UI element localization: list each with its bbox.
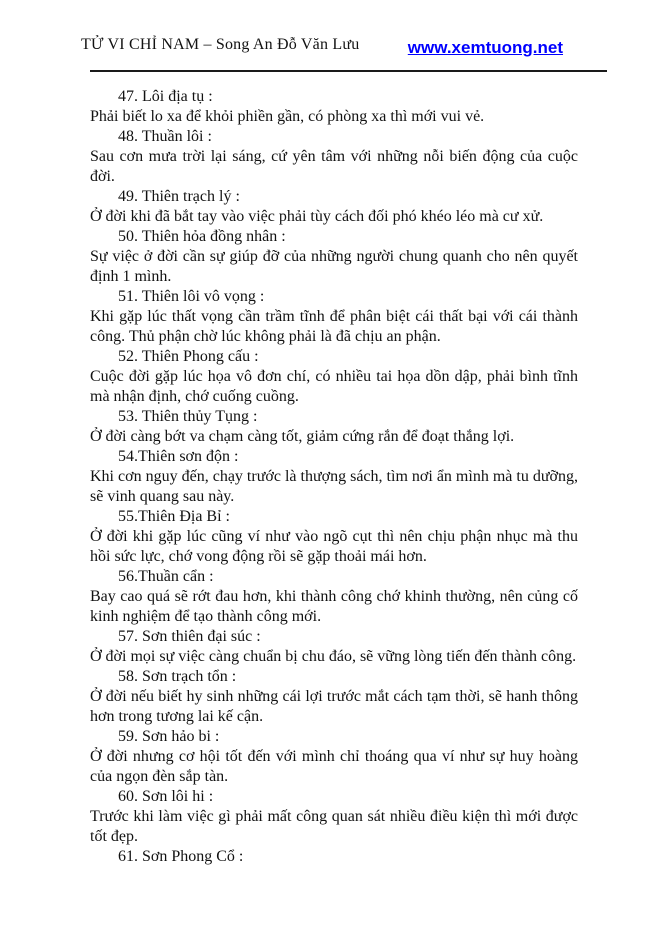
list-item	[90, 287, 578, 347]
item-body: Ở đời khi đã bắt tay vào việc phải tùy cách đối phó khéo léo mà cư xử.	[90, 208, 544, 225]
item-body: Phải biết lo xa để khỏi phiền gần, có phòng xa thì mới vui vẻ.	[90, 108, 485, 125]
list-item	[90, 847, 578, 867]
item-body: Ở đời khi gặp lúc cũng ví như vào ngõ cụt thì nên chịu phận nhục mà thu hồi sức lực, chớ vong động rồi sẽ gặp thoải mái hơn.	[90, 528, 578, 565]
list-item	[90, 507, 578, 567]
item-body: Trước khi làm việc gì phải mất công quan sát nhiều điều kiện thì mới được tốt đẹp.	[90, 808, 578, 845]
item-body: Ở đời mọi sự việc càng chuẩn bị chu đáo, sẽ vững lòng tiến đến thành công.	[90, 648, 577, 665]
item-heading: 61. Sơn Phong Cổ :	[118, 848, 244, 865]
item-body: Khi cơn nguy đến, chạy trước là thượng sách, tìm nơi ẩn mình mà tu dưỡng, sẽ vinh quang sau này.	[90, 468, 578, 505]
item-heading: 60. Sơn lôi hi :	[118, 788, 214, 805]
item-heading: 50. Thiên hỏa đồng nhân :	[118, 228, 286, 245]
header-divider	[90, 70, 607, 72]
item-heading: 51. Thiên lôi vô vọng :	[118, 288, 265, 305]
item-body: Khi gặp lúc thất vọng cần trầm tĩnh để phân biệt cái thất bại với cái thành công. Thủ phận chờ lúc không phải là đã chịu an phận.	[90, 308, 578, 345]
item-heading: 54.Thiên sơn độn :	[118, 448, 239, 465]
list-item	[90, 567, 578, 627]
item-heading: 59. Sơn hảo bi :	[118, 728, 220, 745]
item-heading: 56.Thuần cẩn :	[118, 568, 214, 585]
list-item	[90, 127, 578, 187]
item-heading: 52. Thiên Phong cấu :	[118, 348, 259, 365]
item-heading: 58. Sơn trạch tổn :	[118, 668, 237, 685]
list-item	[90, 347, 578, 407]
website-link[interactable]: www.xemtuong.net	[407, 38, 563, 57]
item-heading: 53. Thiên thủy Tụng :	[118, 408, 258, 425]
item-heading: 55.Thiên Địa Bỉ :	[118, 508, 230, 525]
item-body: Bay cao quá sẽ rớt đau hơn, khi thành công chớ khinh thường, nên củng cố kinh nghiệm để tạo thành công mới.	[90, 588, 578, 625]
list-item	[90, 787, 578, 847]
list-item	[90, 627, 578, 667]
list-item	[90, 447, 578, 507]
item-body: Ở đời nhưng cơ hội tốt đến với mình chỉ thoáng qua ví như sự huy hoàng của ngọn đèn sắp tàn.	[90, 748, 578, 785]
item-body: Sự việc ở đời cần sự giúp đỡ của những người chung quanh cho nên quyết định 1 mình.	[90, 248, 578, 285]
item-body: Ở đời nếu biết hy sinh những cái lợi trước mắt cách tạm thời, sẽ hanh thông hơn trong tương lai kế cận.	[90, 688, 578, 725]
list-item	[90, 667, 578, 727]
item-heading: 49. Thiên trạch lý :	[118, 188, 240, 205]
list-item	[90, 187, 578, 227]
item-heading: 48. Thuần lôi :	[118, 128, 212, 145]
item-body: Ở đời càng bớt va chạm càng tốt, giảm cứng rắn để đoạt thắng lợi.	[90, 428, 515, 445]
list-item	[90, 227, 578, 287]
list-item	[90, 727, 578, 787]
item-heading: 47. Lôi địa tụ :	[118, 88, 213, 105]
document-body	[90, 87, 578, 867]
document-title: TỬ VI CHỈ NAM – Song An Đỗ Văn Lưu	[81, 36, 360, 53]
list-item	[90, 407, 578, 447]
list-item	[90, 87, 578, 127]
item-body: Sau cơn mưa trời lại sáng, cứ yên tâm với những nỗi biến động của cuộc đời.	[90, 148, 578, 185]
item-heading: 57. Sơn thiên đại súc :	[118, 628, 261, 645]
item-body: Cuộc đời gặp lúc họa vô đơn chí, có nhiều tai họa dồn dập, phải bình tĩnh mà nhận định, chớ cuống cuồng.	[90, 368, 578, 405]
